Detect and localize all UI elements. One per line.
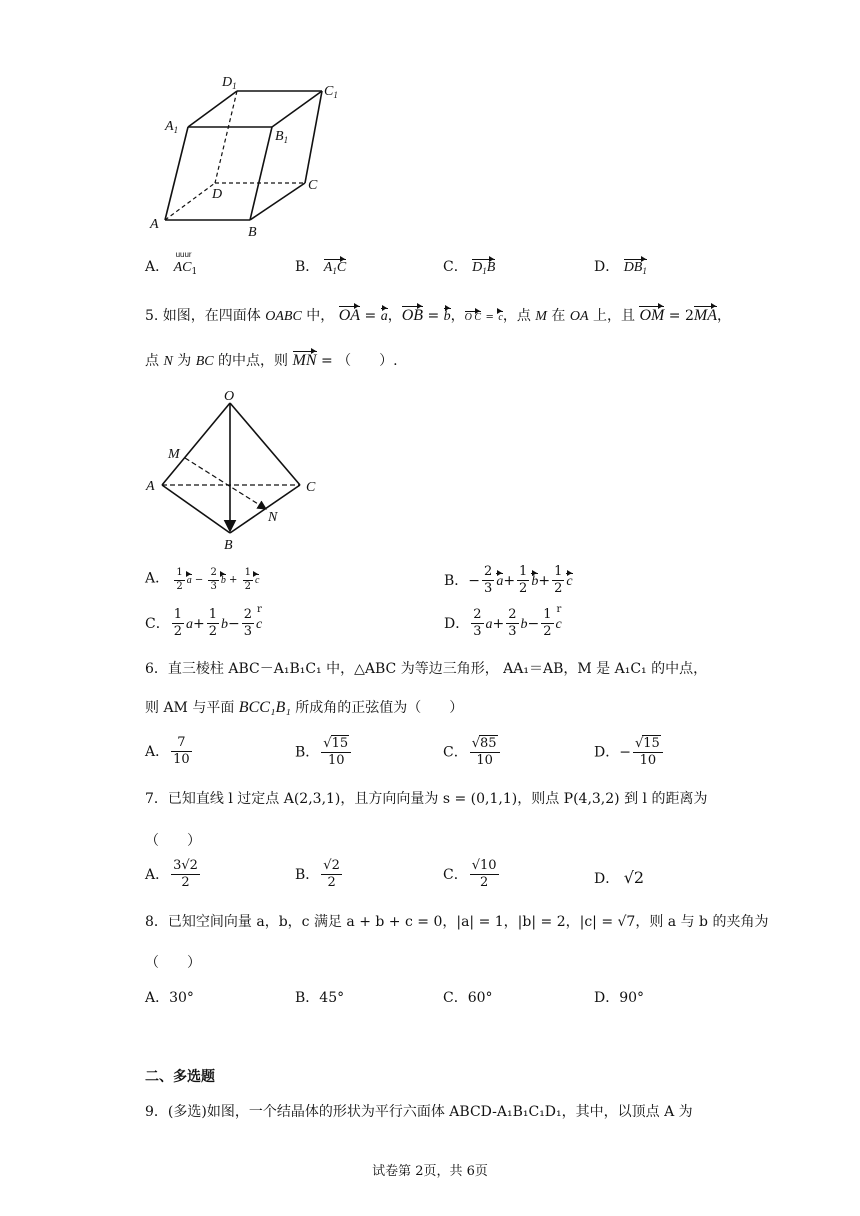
label-D: D [212,187,223,202]
label-M: M [168,447,180,462]
label-B: B [224,538,233,553]
q8-line1: 8．已知空间向量 a，b，c 满足 a + b + c = 0，|a| = 1，|b| = 2，|c| = √7，则 a 与 b 的夹角为 [145,914,769,930]
q8-option-c[interactable]: C．60° [443,990,493,1006]
q7-option-a[interactable]: A． $\frac{3√2}{2}$ [145,858,198,891]
q6-option-d[interactable]: D．− $\frac{√15}{10}$ [594,735,665,770]
q7-line2: （ ） [145,833,201,849]
q5-option-d[interactable]: D． $\frac{2}{3}$ a+ $\frac{2}{3}$ b− $\frac{1}{2}$ r c [444,603,562,640]
parallelepiped-figure [140,70,360,240]
q6-option-b[interactable]: B． $\frac{√15}{10}$ [295,735,353,770]
q8-option-a[interactable]: A．30° [145,990,194,1006]
q9-line1: 9．(多选)如图，一个结晶体的形状为平行六面体 ABCD-A₁B₁C₁D₁，其中，以顶点 A 为 [145,1104,693,1120]
page-footer: 试卷第 2页，共 6页 [372,1164,488,1179]
q6-option-c[interactable]: C． $\frac{√85}{10}$ [443,735,502,770]
label-B1: $B_1$ [275,129,289,145]
q5-option-a[interactable]: A． $\frac{1}{2}$ a − $\frac{2}{3}$ b + $\frac{1}{2}$ c [145,567,260,592]
tetrahedron-figure [140,385,340,555]
q8-option-b[interactable]: B．45° [295,990,345,1006]
q4-option-b[interactable]: B． $A_1C$ [295,259,347,276]
label-D1: $D_1$ [222,75,237,91]
q4-option-d[interactable]: D． $DB_1$ [594,259,647,276]
q4-option-c[interactable]: C． $D_1B$ [443,259,496,276]
label-C: C [306,480,316,495]
q6-option-a[interactable]: A． $\frac{7}{10}$ [145,735,190,768]
label-C1: $C_1$ [324,84,338,100]
label-A: A [150,217,159,232]
q5-line1: 5. 如图，在四面体 OABC 中， OA = a，OB = b，O C = c，点 M 在 OA 上，且 OM = 2MA， [145,307,731,324]
q7-option-b[interactable]: B． $\frac{√2}{2}$ [295,858,340,891]
q8-line2: （ ） [145,955,201,971]
label-N: N [268,510,278,525]
q7-option-c[interactable]: C． $\frac{√10}{2}$ [443,858,497,891]
q4-option-a[interactable]: A． uuur $AC_1$ [145,250,198,277]
label-O: O [224,389,235,404]
q7-option-d[interactable]: D． √2 [594,868,645,887]
label-A: A [146,479,155,494]
q6-line2: 则 AM 与平面 BCC₁B₁ 所成角的正弦值为（ ） [145,699,464,716]
q5-line2: 点 N 为 BC 的中点，则 MN = （ ）. [145,352,398,369]
q5-option-b[interactable]: B．− $\frac{2}{3}$ a+ $\frac{1}{2}$ b+ $\frac{1}{2}$ c [444,564,573,597]
label-A1: $A_1$ [165,119,179,135]
section-heading: 二、多选题 [145,1069,215,1085]
label-B: B [248,225,257,240]
label-C: C [308,178,318,193]
q7-line1: 7．已知直线 l 过定点 A(2,3,1)，且方向向量为 s = (0,1,1)，则点 P(4,3,2) 到 l 的距离为 [145,791,708,807]
q5-option-c[interactable]: C． $\frac{1}{2}$ a+ $\frac{1}{2}$ b− $\frac{2}{3}$ r c [145,603,263,640]
q6-line1: 6．直三棱柱 ABC－A₁B₁C₁ 中，△ABC 为等边三角形， AA₁＝AB，M 是 A₁C₁ 的中点， [145,661,708,677]
q8-option-d[interactable]: D．90° [594,990,645,1006]
